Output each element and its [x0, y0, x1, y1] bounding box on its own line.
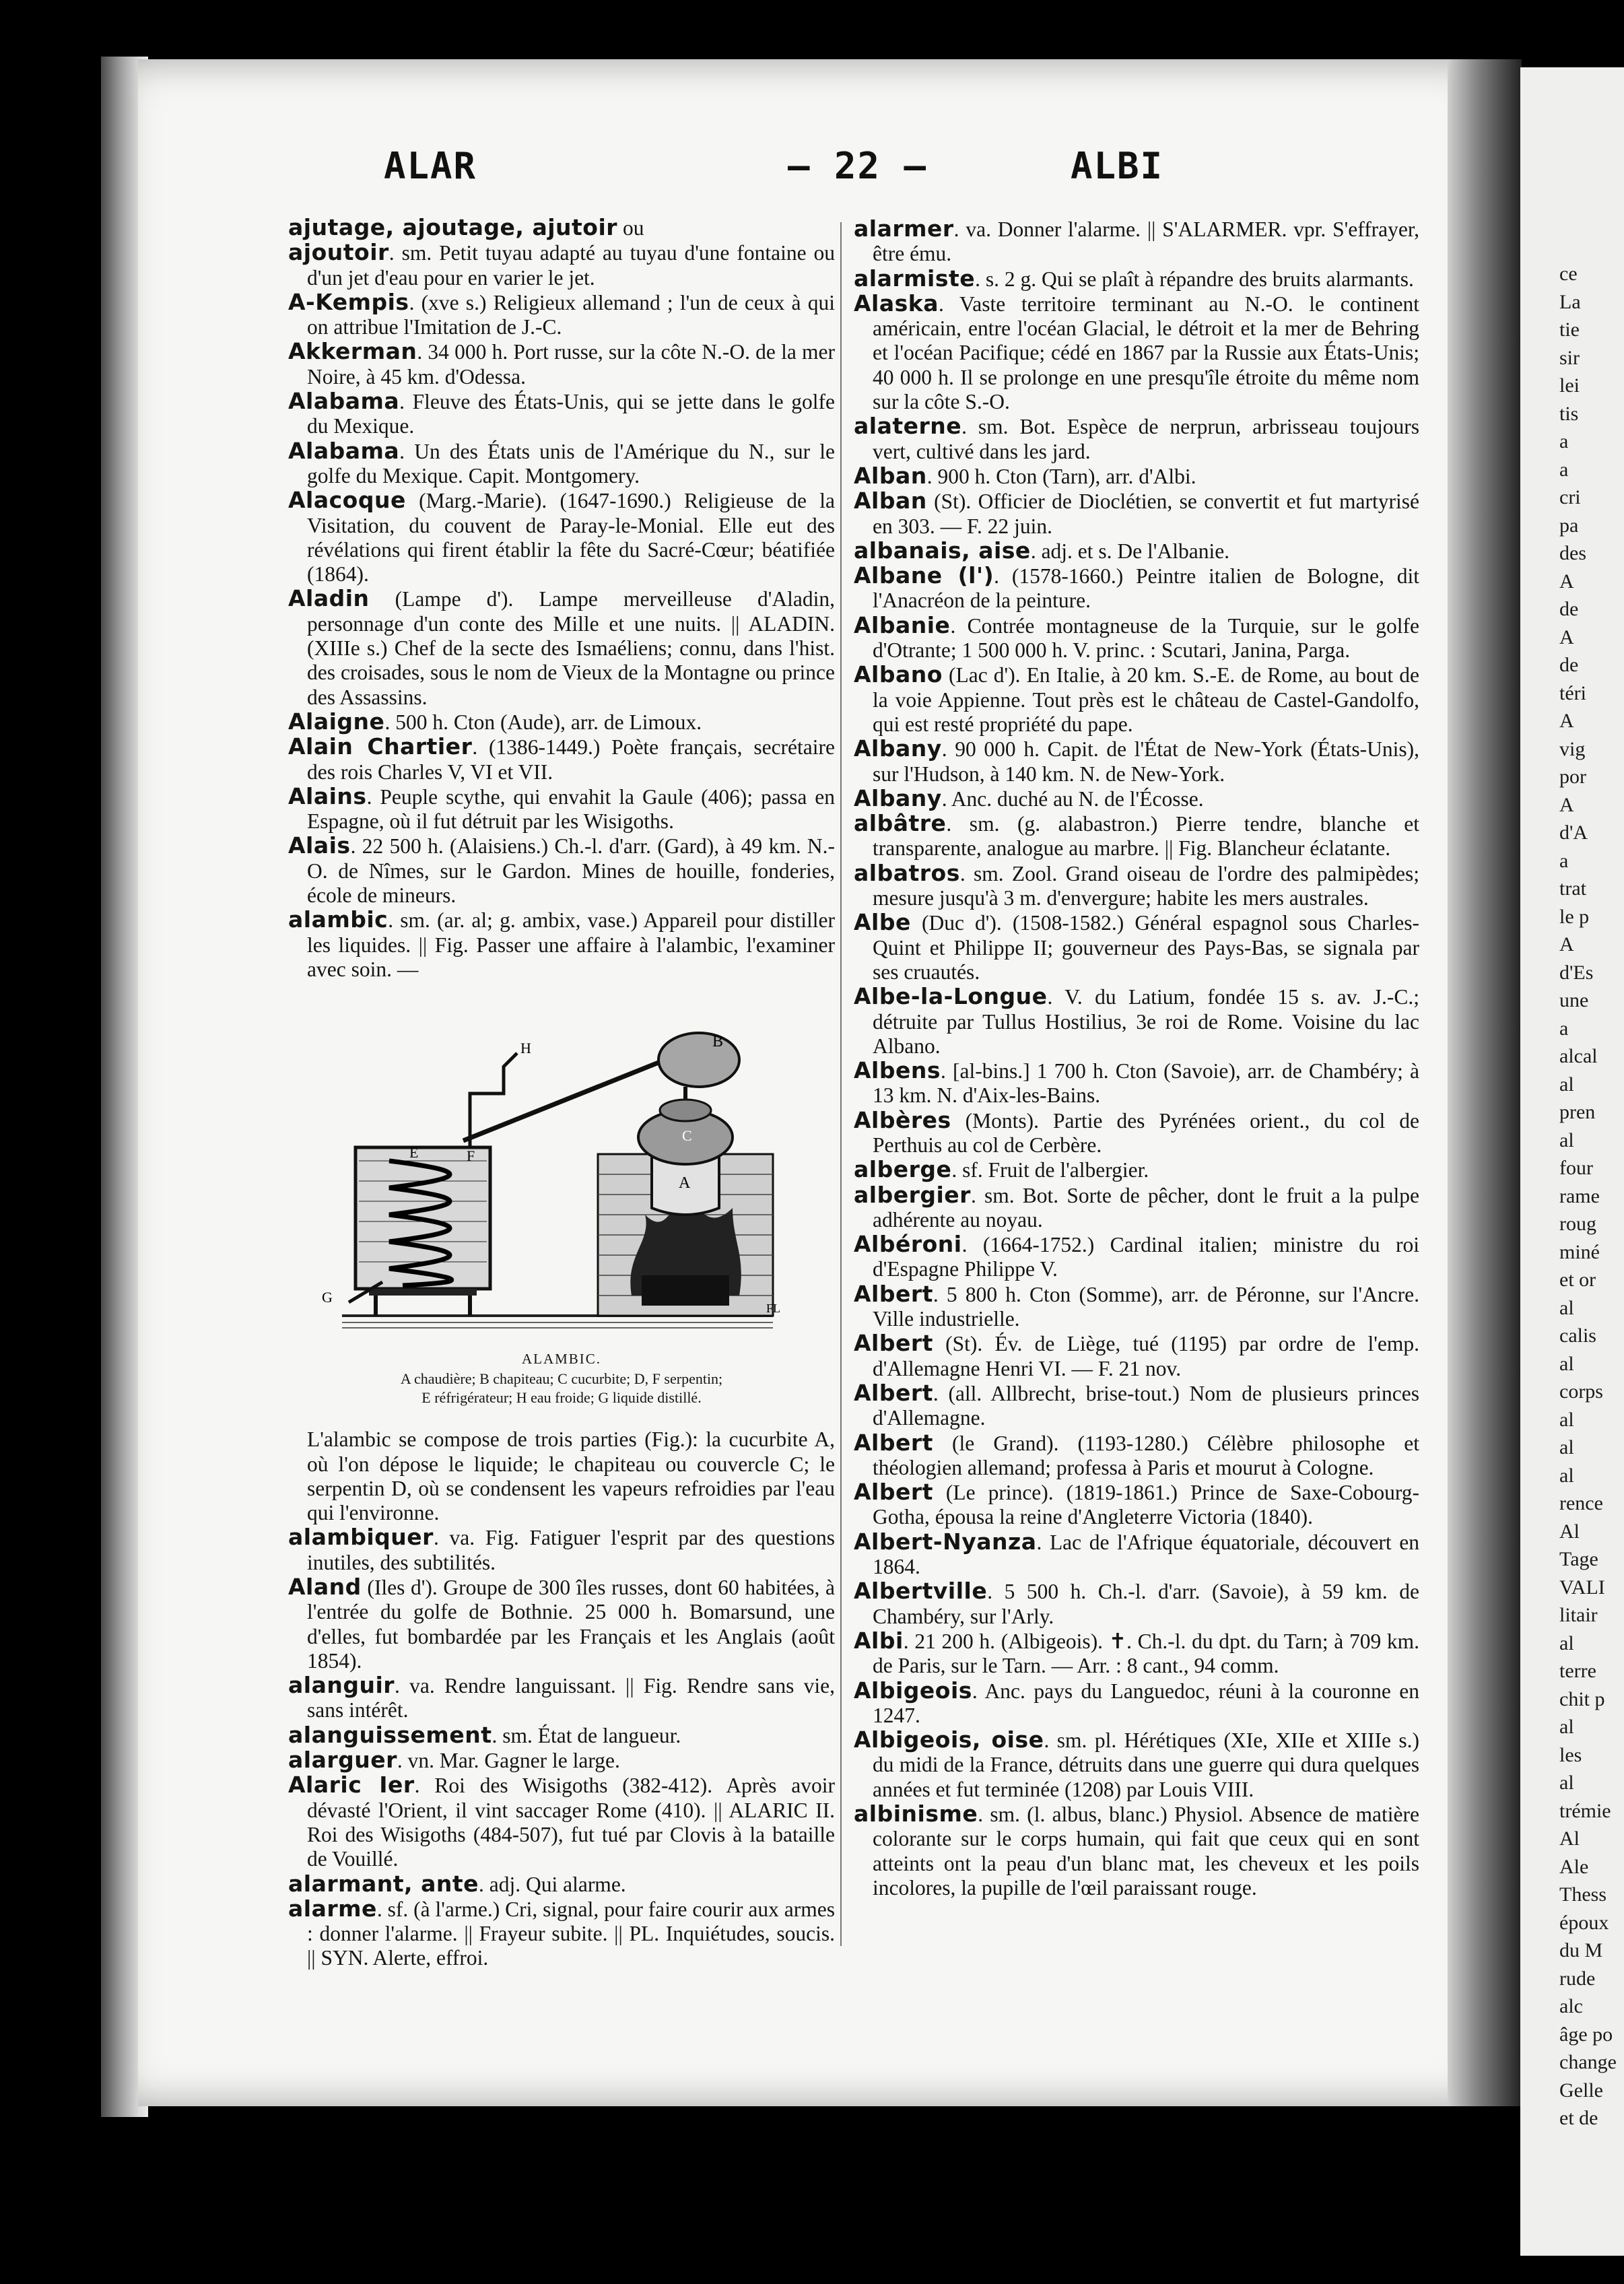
- figure-caption: ALAMBIC.: [521, 1351, 602, 1368]
- adjacent-page-text: al: [1559, 1352, 1574, 1375]
- entry-definition: . sm. Petit tuyau adapté au tuyau d'une fontaine ou d'un jet d'eau pour en varier le jet.: [307, 241, 835, 290]
- entry-headword: Albert: [854, 1330, 933, 1357]
- entry-headword: albanais, aise: [854, 537, 1031, 564]
- entry-headword: Albany: [854, 735, 942, 762]
- adjacent-page-text: litair: [1559, 1604, 1598, 1626]
- dictionary-entry: [288, 488, 835, 586]
- entry-headword: Albert-Nyanza: [854, 1528, 1037, 1555]
- dictionary-entry: [854, 1679, 1419, 1728]
- svg-text:H: H: [520, 1040, 531, 1057]
- dictionary-entry: [854, 292, 1419, 414]
- dictionary-entry: [288, 908, 835, 982]
- adjacent-page-text: âge po: [1559, 2023, 1613, 2046]
- entry-definition: . (1664-1752.) Cardinal italien; ministre du roi d'Espagne Philippe V.: [873, 1233, 1419, 1281]
- figure-legend: [288, 1370, 835, 1407]
- entry-headword: Albanie: [854, 611, 951, 638]
- adjacent-page-text: A: [1559, 710, 1574, 732]
- dictionary-entry: [854, 1530, 1419, 1580]
- entry-definition: (Duc d'). (1508-1582.) Général espagnol sous Charles-Quint et Philippe II; gouverneur des Pays-Bas, se signala par ses cruautés.: [873, 911, 1419, 984]
- entry-headword: Albany: [854, 784, 942, 811]
- dictionary-entry: [854, 910, 1419, 984]
- entry-definition: . Lac de l'Afrique équatoriale, découvert en 1864.: [873, 1530, 1419, 1579]
- dictionary-entry: [288, 215, 835, 240]
- adjacent-page-text: miné: [1559, 1240, 1600, 1263]
- entry-definition: (Marg.-Marie). (1647-1690.) Religieuse de la Visitation, du couvent de Paray-le-Monial. Elle eut des révélations qui firent établir la fête du Sacré-Cœur; béatifiée (1864).: [307, 489, 835, 586]
- dictionary-entry: [854, 861, 1419, 911]
- entry-headword: Alabama: [288, 388, 400, 415]
- adjacent-page-text: téri: [1559, 681, 1586, 704]
- svg-text:F: F: [467, 1147, 475, 1165]
- entry-headword: Albens: [854, 1057, 941, 1084]
- svg-text:B: B: [712, 1033, 724, 1051]
- adjacent-page-text: A: [1559, 933, 1574, 955]
- adjacent-page-text: trat: [1559, 877, 1586, 900]
- entry-definition: . vn. Mar. Gagner le large.: [397, 1749, 620, 1773]
- entry-definition: . 22 500 h. (Alaisiens.) Ch.-l. d'arr. (Gard), à 49 km. N.-O. de Nîmes, sur le Gardon. Mines de houille, fonderies, école de mineurs.: [307, 834, 835, 908]
- dictionary-entry: [288, 1897, 835, 1971]
- dictionary-entry: [288, 339, 835, 389]
- entry-headword: Alain Chartier: [288, 733, 473, 760]
- entry-definition: (le Grand). (1193-1280.) Célèbre philosophe et théologien allemand; professa à Paris et mourut à Cologne.: [873, 1431, 1419, 1479]
- adjacent-page-text: rude: [1559, 1967, 1596, 1990]
- dictionary-entry: [854, 217, 1419, 267]
- entry-definition: L'alambic se compose de trois parties (Fig.): la cucurbite A, où l'on dépose le liquide; le chapiteau ou couvercle C; le serpentin D, où se condensent les vapeurs refroidies par l'eau qui l'environne.: [307, 1428, 835, 1525]
- dictionary-entry: [854, 539, 1419, 564]
- adjacent-page-text: d'Es: [1559, 961, 1594, 984]
- entry-headword: albinisme: [854, 1801, 978, 1827]
- entry-headword: alarmer: [854, 215, 954, 242]
- dictionary-entry: [854, 1431, 1419, 1481]
- entry-definition: . sm. Bot. Espèce de nerprun, arbrisseau toujours vert, cultivé dans les jard.: [873, 415, 1419, 463]
- adjacent-page-text: ce: [1559, 263, 1578, 285]
- adjacent-page-text: four: [1559, 1157, 1593, 1179]
- adjacent-page-text: pren: [1559, 1101, 1596, 1123]
- entry-headword: alarmant, ante: [288, 1870, 479, 1897]
- adjacent-page-text: al: [1559, 1129, 1574, 1151]
- left-column: [288, 215, 835, 1971]
- dictionary-entry: [288, 784, 835, 834]
- entry-definition: . (1578-1660.) Peintre italien de Bologne, dit l'Anacréon de la peinture.: [873, 564, 1419, 613]
- entry-definition: . sf. Fruit de l'albergier.: [951, 1158, 1149, 1182]
- entry-headword: alarme: [288, 1895, 377, 1922]
- entry-headword: alberge: [854, 1156, 952, 1183]
- adjacent-page-text: al: [1559, 1716, 1574, 1738]
- dictionary-entry: [288, 389, 835, 439]
- entry-headword: Aland: [288, 1573, 362, 1600]
- left-entries: [288, 215, 835, 982]
- entry-headword: Alains: [288, 782, 367, 809]
- entry-headword: A-Kempis: [288, 288, 409, 315]
- entry-definition: . sm. pl. Hérétiques (XIe, XIIe et XIIIe s.) du midi de la France, détruits dans une guerre qui dura quelques années et fut terminée (1208) par Louis VIII.: [873, 1728, 1419, 1801]
- entry-definition: . Contrée montagneuse de la Turquie, sur le golfe d'Otrante; 1 500 000 h. V. princ. : Scutari, Janina, Parga.: [873, 613, 1419, 663]
- dictionary-entry: [854, 984, 1419, 1059]
- dictionary-entry: [854, 663, 1419, 737]
- adjacent-page-text: calis: [1559, 1324, 1596, 1347]
- entry-definition: . 21 200 h. (Albigeois). ✝. Ch.-l. du dpt. du Tarn; à 709 km. de Paris, sur le Tarn. — Arr. : 8 cant., 94 comm.: [873, 1629, 1419, 1678]
- adjacent-page-text: des: [1559, 542, 1586, 564]
- figure-legend-line-1: A chaudière; B chapiteau; C cucurbite; D, F serpentin;: [400, 1370, 723, 1388]
- dictionary-entry: [854, 414, 1419, 464]
- dictionary-entry: [288, 1748, 835, 1773]
- entry-headword: Albane (l'): [854, 562, 994, 589]
- dictionary-entry: [854, 786, 1419, 811]
- entry-headword: Alaigne: [288, 708, 385, 735]
- adjacent-page-text: vig: [1559, 737, 1586, 760]
- entry-definition: . [al-bins.] 1 700 h. Cton (Savoie), arr. de Chambéry; à 13 km. N. d'Aix-les-Bains.: [873, 1059, 1419, 1108]
- adjacent-page-text: de: [1559, 598, 1579, 620]
- dictionary-entry: [854, 1183, 1419, 1233]
- entry-definition: (Lampe d'). Lampe merveilleuse d'Aladin, personnage d'un conte des Mille et une nuits. || ALADIN. (XIIIe s.) Chef de la secte des Ismaéliens; connu, dans l'hist. des croisades, sous le nom de Vieux de la Montagne ou prince des Assassins.: [307, 587, 835, 709]
- entry-definition: . 900 h. Cton (Tarn), arr. d'Albi.: [926, 464, 1196, 488]
- adjacent-page-text: VALI: [1559, 1576, 1605, 1599]
- adjacent-page-text: et or: [1559, 1269, 1596, 1291]
- entry-headword: Albertville: [854, 1578, 988, 1605]
- entry-definition: (Monts). Partie des Pyrénées orient., du col de Perthuis au col de Cerbère.: [873, 1108, 1419, 1157]
- adjacent-page-text: Tage: [1559, 1548, 1598, 1570]
- adjacent-page-text: tie: [1559, 318, 1580, 341]
- entry-headword: Aladin: [288, 585, 370, 612]
- entry-headword: Alabama: [288, 437, 400, 464]
- entry-definition: . 500 h. Cton (Aude), arr. de Limoux.: [384, 710, 702, 734]
- entry-headword: Alban: [854, 462, 927, 489]
- entry-headword: Albe-la-Longue: [854, 983, 1048, 1010]
- entry-headword: Albigeois: [854, 1677, 972, 1704]
- adjacent-page-text: trémie: [1559, 1799, 1611, 1822]
- right-entries: [854, 217, 1419, 1900]
- page-header: [0, 145, 1624, 192]
- entry-headword: Albi: [854, 1627, 904, 1654]
- entry-headword: Albéroni: [854, 1231, 962, 1258]
- svg-text:E: E: [409, 1144, 419, 1162]
- alambic-figure: [288, 986, 835, 1423]
- adjacent-page-text: Gelle: [1559, 2079, 1603, 2102]
- entry-definition: . Anc. duché au N. de l'Écosse.: [941, 786, 1204, 811]
- entry-definition: (St). Officier de Dioclétien, se convertit et fut martyrisé en 303. — F. 22 juin.: [873, 490, 1419, 538]
- entry-definition: (Le prince). (1819-1861.) Prince de Saxe-Cobourg-Gotha, épousa la reine d'Angleterre Victoria (1840).: [873, 1481, 1419, 1529]
- adjacent-page-text: change: [1559, 2051, 1617, 2073]
- adjacent-page-text: A: [1559, 626, 1574, 648]
- adjacent-page-text: al: [1559, 1436, 1574, 1458]
- entry-headword: Akkerman: [288, 338, 417, 365]
- svg-text:FL: FL: [766, 1302, 781, 1316]
- entry-headword: Albert: [854, 1479, 933, 1506]
- entry-headword: Albigeois, oise: [854, 1726, 1044, 1753]
- page-number: — 22 —: [788, 145, 928, 187]
- entry-headword: Albano: [854, 661, 943, 688]
- column-divider: [840, 222, 842, 1946]
- adjacent-page-text: pa: [1559, 514, 1579, 537]
- tub-base: [369, 1289, 477, 1296]
- adjacent-page-text: cri: [1559, 486, 1581, 508]
- entry-definition: . Un des États unis de l'Amérique du N., sur le golfe du Mexique. Capit. Montgomery.: [307, 439, 835, 488]
- entry-definition: . Vaste territoire terminant au N.-O. le continent américain, entre l'océan Glacial, le détroit et la mer de Behring et l'océan Pacifique; cédé en 1867 par la Russie aux États-Unis; 40 000 h. Il se prolonge en une presqu'île étroite du même nom sur la côte S.-O.: [873, 292, 1419, 414]
- adjacent-page-text: corps: [1559, 1380, 1603, 1403]
- dictionary-entry: [288, 1428, 835, 1525]
- entry-definition: (Lac d'). En Italie, à 20 km. S.-E. de Rome, au bout de la voie Appienne. Tout près est le château de Castel-Gandolfo, qui est resté propriété du pape.: [873, 663, 1419, 736]
- left-entries-after-figure: [288, 1428, 835, 1971]
- adjacent-page-text: por: [1559, 766, 1586, 788]
- dictionary-entry: [854, 1728, 1419, 1802]
- entry-headword: alanguir: [288, 1672, 395, 1699]
- dictionary-entry: [288, 1525, 835, 1575]
- adjacent-page-text: du M: [1559, 1939, 1603, 1961]
- dictionary-entry: [854, 1802, 1419, 1900]
- adjacent-page-text: Thess: [1559, 1883, 1606, 1906]
- adjacent-page-text: rame: [1559, 1184, 1600, 1207]
- dictionary-entry: [288, 834, 835, 908]
- dictionary-entry: [288, 735, 835, 784]
- adjacent-page-text: lei: [1559, 374, 1580, 397]
- dictionary-entry: [288, 240, 835, 290]
- adjacent-page-text: al: [1559, 1632, 1574, 1654]
- entry-headword: Alacoque: [288, 487, 406, 514]
- figure-legend-line-2: E réfrigérateur; H eau froide; G liquide distillé.: [421, 1389, 702, 1407]
- entry-definition: . 5 500 h. Ch.-l. d'arr. (Savoie), à 59 km. de Chambéry, sur l'Arly.: [873, 1580, 1419, 1628]
- ground-hatching: [342, 1322, 773, 1328]
- adjacent-page-text: a: [1559, 1017, 1569, 1040]
- adjacent-page-text: et de: [1559, 2107, 1598, 2129]
- dictionary-entry: [288, 1723, 835, 1748]
- adjacent-page-text: le p: [1559, 905, 1590, 928]
- book-gutter: [1448, 59, 1522, 2106]
- entry-definition: . Roi des Wisigoths (382-412). Après avoir dévasté l'Orient, il vint saccager Rome (410). || ALARIC II. Roi des Wisigoths (484-507), fut tué par Clovis à la bataille de Vouillé.: [307, 1774, 835, 1871]
- adjacent-page-text: époux: [1559, 1911, 1609, 1934]
- adjacent-page-text: une: [1559, 989, 1589, 1011]
- dictionary-entry: [854, 737, 1419, 786]
- header-left-guideword: ALAR: [384, 145, 477, 187]
- dictionary-entry: [854, 811, 1419, 861]
- entry-definition: . sm. Zool. Grand oiseau de l'ordre des palmipèdes; mesure jusqu'à 3 m. d'envergure; habite les mers australes.: [873, 861, 1419, 910]
- adjacent-page-text: al: [1559, 1772, 1574, 1794]
- adjacent-page-text: La: [1559, 290, 1581, 313]
- adjacent-page-text: A: [1559, 570, 1574, 593]
- entry-headword: Albères: [854, 1106, 951, 1133]
- entry-headword: Alais: [288, 832, 351, 859]
- entry-headword: Albert: [854, 1280, 933, 1307]
- alambic-illustration: [302, 986, 786, 1343]
- entry-definition: . adj. Qui alarme.: [479, 1872, 626, 1896]
- dictionary-entry: [854, 1579, 1419, 1629]
- adjacent-page-text: Al: [1559, 1827, 1580, 1850]
- entry-headword: albatros: [854, 859, 960, 886]
- entry-headword: alarmiste: [854, 265, 976, 292]
- entry-headword: Alaska: [854, 290, 939, 316]
- dictionary-entry: [288, 1673, 835, 1723]
- dictionary-entry: [854, 1282, 1419, 1332]
- dictionary-entry: [854, 1059, 1419, 1108]
- entry-headword: Alaric Ier: [288, 1772, 415, 1799]
- adjacent-page-text: a: [1559, 430, 1569, 452]
- adjacent-page-fragment: [1520, 67, 1624, 2256]
- svg-text:C: C: [682, 1127, 692, 1145]
- adjacent-page-text: alcal: [1559, 1045, 1598, 1067]
- adjacent-page-text: terre: [1559, 1660, 1596, 1682]
- adjacent-page-text: tis: [1559, 402, 1579, 425]
- dictionary-entry: [854, 1480, 1419, 1530]
- entry-definition: . 90 000 h. Capit. de l'État de New-York (États-Unis), sur l'Hudson, à 140 km. N. de New-York.: [873, 737, 1419, 786]
- entry-headword: alarguer: [288, 1747, 397, 1774]
- entry-definition: . va. Donner l'alarme. || S'ALARMER. vpr. S'effrayer, être ému.: [873, 217, 1419, 266]
- entry-headword: alanguissement: [288, 1721, 492, 1748]
- dictionary-entry: [288, 1575, 835, 1673]
- entry-headword: alambic: [288, 906, 388, 933]
- adjacent-page-text: les: [1559, 1743, 1582, 1766]
- chapiteau-head: [658, 1033, 739, 1087]
- entry-definition: . (all. Allbrecht, brise-tout.) Nom de plusieurs princes d'Allemagne.: [873, 1381, 1419, 1430]
- dictionary-entry: [854, 1232, 1419, 1282]
- adjacent-page-text: al: [1559, 1296, 1574, 1319]
- adjacent-page-text: A: [1559, 793, 1574, 816]
- entry-definition: (Iles d'). Groupe de 300 îles russes, dont 60 habitées, à l'entrée du golfe de Bothnie. 25 000 h. Bomarsund, une d'elles, fut bombardée par les Français et les Anglais (août 1854).: [307, 1575, 835, 1673]
- dictionary-entry: [288, 439, 835, 489]
- adjacent-page-text: rence: [1559, 1492, 1603, 1514]
- entry-definition: . va. Rendre languissant. || Fig. Rendre sans vie, sans intérêt.: [307, 1674, 835, 1722]
- dictionary-entry: [854, 464, 1419, 489]
- dictionary-entry: [854, 1157, 1419, 1182]
- entry-headword: ajoutoir: [288, 239, 389, 266]
- dictionary-entry: [288, 290, 835, 340]
- adjacent-page-text: Al: [1559, 1520, 1580, 1543]
- adjacent-page-text: a: [1559, 849, 1569, 872]
- dictionary-entry: [854, 1629, 1419, 1679]
- svg-text:G: G: [322, 1289, 333, 1306]
- adjacent-page-text: de: [1559, 654, 1579, 676]
- entry-headword: albergier: [854, 1181, 971, 1208]
- svg-text:A: A: [679, 1174, 691, 1193]
- entry-definition: . Peuple scythe, qui envahit la Gaule (406); passa en Espagne, où il fut détruit par les Wisigoths.: [307, 784, 835, 834]
- entry-headword: Albert: [854, 1429, 933, 1456]
- adjacent-page-text: chit p: [1559, 1687, 1605, 1710]
- adjacent-page-text: al: [1559, 1408, 1574, 1431]
- entry-definition: . adj. et s. De l'Albanie.: [1030, 539, 1230, 563]
- entry-definition: . sm. (l. albus, blanc.) Physiol. Absence de matière colorante sur le corps humain, qui fait que ceux qui en sont atteints ont la peau d'un blanc mat, les cheveux et les poils incolores, la pupille de l'œil paraissant rouge.: [873, 1803, 1419, 1900]
- entry-headword: ajutage, ajoutage, ajutoir: [288, 214, 618, 240]
- firebox-door: [642, 1275, 729, 1306]
- dictionary-entry: [288, 710, 835, 735]
- adjacent-page-text: al: [1559, 1073, 1574, 1096]
- entry-definition: . Fleuve des États-Unis, qui se jette dans le golfe du Mexique.: [307, 390, 835, 438]
- vapor-pipe: [463, 1060, 665, 1141]
- entry-definition: . 34 000 h. Port russe, sur la côte N.-O. de la mer Noire, à 45 km. d'Odessa.: [307, 340, 835, 389]
- adjacent-page-text: alc: [1559, 1995, 1583, 2017]
- entry-headword: albâtre: [854, 810, 947, 837]
- entry-definition: . sm. Bot. Sorte de pêcher, dont le fruit a la pulpe adhérente au noyau.: [873, 1183, 1419, 1232]
- right-column: [854, 217, 1419, 1900]
- dictionary-entry: [288, 586, 835, 709]
- entry-definition: . sf. (à l'arme.) Cri, signal, pour faire courir aux armes : donner l'alarme. || Frayeur subite. || PL. Inquiétudes, soucis. || SYN. Alerte, effroi.: [307, 1897, 835, 1970]
- entry-headword: Albe: [854, 909, 911, 936]
- adjacent-page-text: a: [1559, 458, 1569, 481]
- entry-definition: ou: [617, 216, 644, 240]
- dictionary-entry: [854, 489, 1419, 539]
- dictionary-entry: [854, 1108, 1419, 1158]
- adjacent-page-text: al: [1559, 1464, 1574, 1487]
- dictionary-entry: [854, 1331, 1419, 1381]
- dictionary-entry: [854, 267, 1419, 292]
- dictionary-entry: [288, 1773, 835, 1871]
- entry-definition: . sm. État de langueur.: [492, 1723, 681, 1747]
- entry-headword: Albert: [854, 1379, 933, 1406]
- adjacent-page-text: roug: [1559, 1213, 1596, 1235]
- adjacent-page-text: Ale: [1559, 1855, 1589, 1878]
- entry-definition: . 5 800 h. Cton (Somme), arr. de Péronne, sur l'Ancre. Ville industrielle.: [873, 1282, 1419, 1331]
- adjacent-page-text: d'A: [1559, 821, 1588, 844]
- entry-definition: . (xve s.) Religieux allemand ; l'un de ceux à qui on attribue l'Imitation de J.-C.: [307, 290, 835, 339]
- entry-definition: . va. Fig. Fatiguer l'esprit par des questions inutiles, des subtilités.: [307, 1526, 835, 1574]
- entry-definition: . sm. (g. alabastron.) Pierre tendre, blanche et transparente, analogue au marbre. || Fig. Blancheur éclatante.: [873, 812, 1419, 861]
- entry-definition: . Anc. pays du Languedoc, réuni à la couronne en 1247.: [873, 1679, 1419, 1727]
- dictionary-entry: [854, 613, 1419, 663]
- entry-definition: . sm. (ar. al; g. ambix, vase.) Appareil pour distiller les liquides. || Fig. Passer une affaire à l'alambic, l'examiner avec soin. —: [307, 908, 835, 981]
- entry-definition: . (1386-1449.) Poète français, secrétaire des rois Charles V, VI et VII.: [307, 735, 835, 784]
- dictionary-entry: [854, 1381, 1419, 1431]
- entry-definition: (St). Év. de Liège, tué (1195) par ordre de l'emp. d'Allemagne Henri VI. — F. 21 nov.: [873, 1332, 1419, 1380]
- entry-definition: . V. du Latium, fondée 15 s. av. J.-C.; détruite par Tullus Hostilius, 3e roi de Rome. Voisine du lac Albano.: [873, 985, 1419, 1058]
- entry-headword: alambiquer: [288, 1524, 434, 1551]
- entry-headword: alaterne: [854, 413, 962, 440]
- dictionary-entry: [854, 564, 1419, 613]
- entry-headword: Alban: [854, 488, 927, 514]
- entry-definition: . s. 2 g. Qui se plaît à répandre des bruits alarmants.: [975, 267, 1414, 291]
- header-right-guideword: ALBI: [1071, 145, 1164, 187]
- adjacent-page-text: sir: [1559, 346, 1580, 369]
- dictionary-entry: [288, 1872, 835, 1897]
